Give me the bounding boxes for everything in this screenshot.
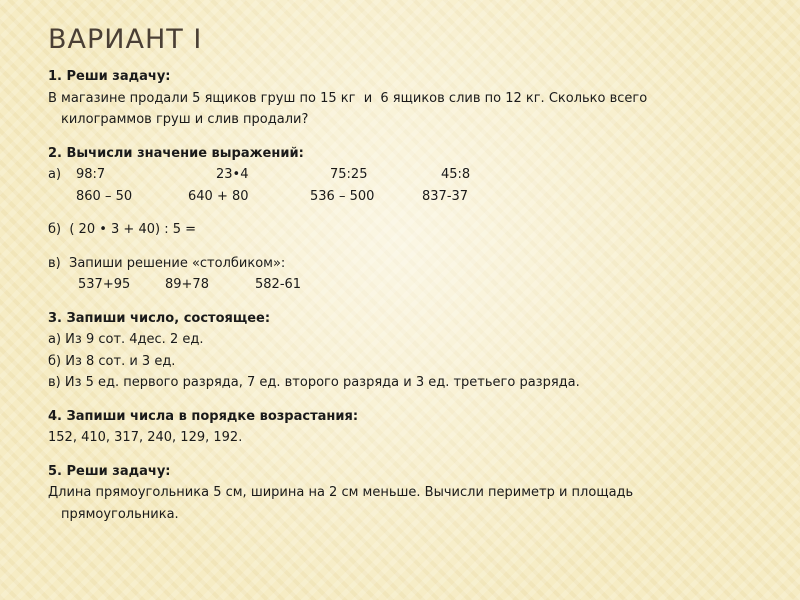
expression: 98:7 [76,167,106,182]
expression: 537+95 [78,277,131,292]
task1-text-line1: В магазине продали 5 ящиков груш по 15 кг и 6 ящиков слив по 12 кг. Сколько всего [48,90,648,106]
task1-heading: 1. Реши задачу: [48,69,171,84]
task5-heading: 5. Реши задачу: [48,463,171,479]
task4-heading: 4. Запиши числа в порядке возрастания: [48,408,359,424]
task5-text-line2: прямоугольника. [61,506,179,522]
expression: 640 + 80 [188,188,249,204]
expression: 23•4 [216,167,249,182]
task5-text-line1: Длина прямоугольника 5 см, ширина на 2 см меньше. Вычисли периметр и площадь [48,485,634,500]
expression: 582-61 [255,277,302,292]
worksheet-content [48,66,768,525]
expression: 75:25 [330,167,368,182]
expression: 89+78 [165,277,209,292]
slide-title: ВАРИАНТ I [48,24,203,55]
task2-a-row1 [48,164,768,186]
task1-text-line2: килограммов груш и слив продали? [61,112,309,127]
task2-heading: 2. Вычисли значение выражений: [48,145,304,161]
expression: 837-37 [422,188,469,204]
expression: 860 – 50 [76,188,133,204]
task2-a-label: а) [48,167,62,182]
task3-c: в) Из 5 ед. первого разряда, 7 ед. второго разряда и 3 ед. третьего разряда. [48,375,580,390]
task3-a: а) Из 9 сот. 4дес. 2 ед. [48,332,204,347]
task4-numbers: 152, 410, 317, 240, 129, 192. [48,430,243,445]
expression: 45:8 [441,167,471,182]
task3-heading: 3. Запиши число, состоящее: [48,310,271,326]
task2-c-line: в) Запиши решение «столбиком»: [48,255,286,271]
task2-b-line: б) ( 20 • 3 + 40) : 5 = [48,222,197,237]
task3-b: б) Из 8 сот. и 3 ед. [48,353,176,369]
task2-a-row2 [48,186,768,208]
task2-c-row [48,274,768,296]
expression: 536 – 500 [310,188,375,204]
